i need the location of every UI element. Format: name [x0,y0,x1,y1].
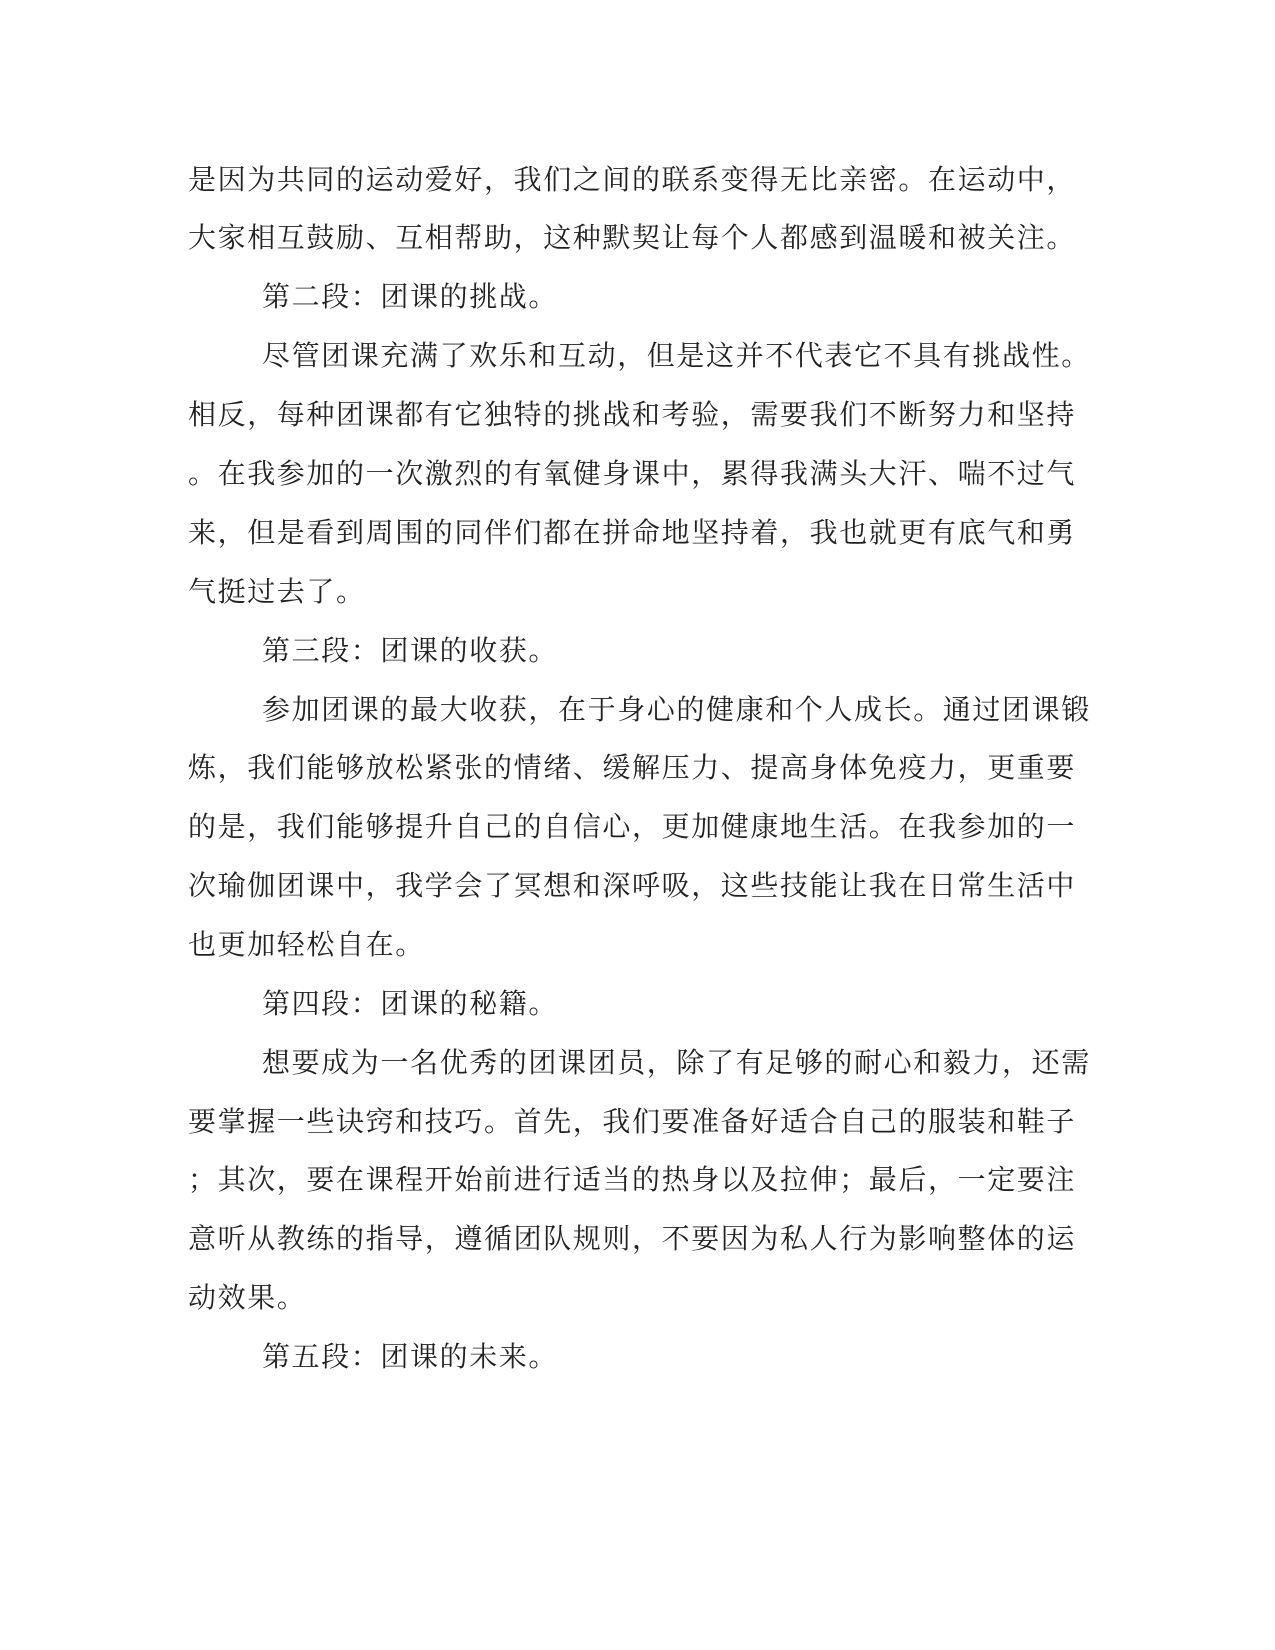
text-line: 。在我参加的一次激烈的有氧健身课中，累得我满头大汗、喘不过气 [188,457,1077,490]
text-line: 炼，我们能够放松紧张的情绪、缓解压力、提高身体免疫力，更重要 [188,751,1077,784]
text-line: 参加团课的最大收获，在于身心的健康和个人成长。通过团课锻 [262,693,1091,726]
text-line: 尽管团课充满了欢乐和互动，但是这并不代表它不具有挑战性。 [262,339,1091,372]
text-line: 动效果。 [188,1281,307,1314]
text-line: ；其次，要在课程开始前进行适当的热身以及拉伸；最后，一定要注 [188,1163,1077,1196]
text-line: 次瑜伽团课中，我学会了冥想和深呼吸，这些技能让我在日常生活中 [188,869,1077,902]
section-heading: 第二段：团课的挑战。 [262,280,559,313]
text-line: 的是，我们能够提升自己的自信心，更加健康地生活。在我参加的一 [188,810,1077,843]
text-line: 是因为共同的运动爱好，我们之间的联系变得无比亲密。在运动中， [188,163,1077,196]
text-line: 想要成为一名优秀的团课团员，除了有足够的耐心和毅力，还需 [262,1046,1091,1079]
text-line: 也更加轻松自在。 [188,928,425,961]
text-line: 大家相互鼓励、互相帮助，这种默契让每个人都感到温暖和被关注。 [188,221,1077,254]
text-line: 来，但是看到周围的同伴们都在拼命地坚持着，我也就更有底气和勇 [188,516,1077,549]
text-line: 要掌握一些诀窍和技巧。首先，我们要准备好适合自己的服装和鞋子 [188,1105,1077,1138]
text-line: 气挺过去了。 [188,575,366,608]
section-heading: 第五段：团课的未来。 [262,1340,559,1373]
section-heading: 第三段：团课的收获。 [262,634,559,667]
text-line: 意听从教练的指导，遵循团队规则，不要因为私人行为影响整体的运 [188,1222,1077,1255]
section-heading: 第四段：团课的秘籍。 [262,987,559,1020]
text-line: 相反，每种团课都有它独特的挑战和考验，需要我们不断努力和坚持 [188,398,1077,431]
